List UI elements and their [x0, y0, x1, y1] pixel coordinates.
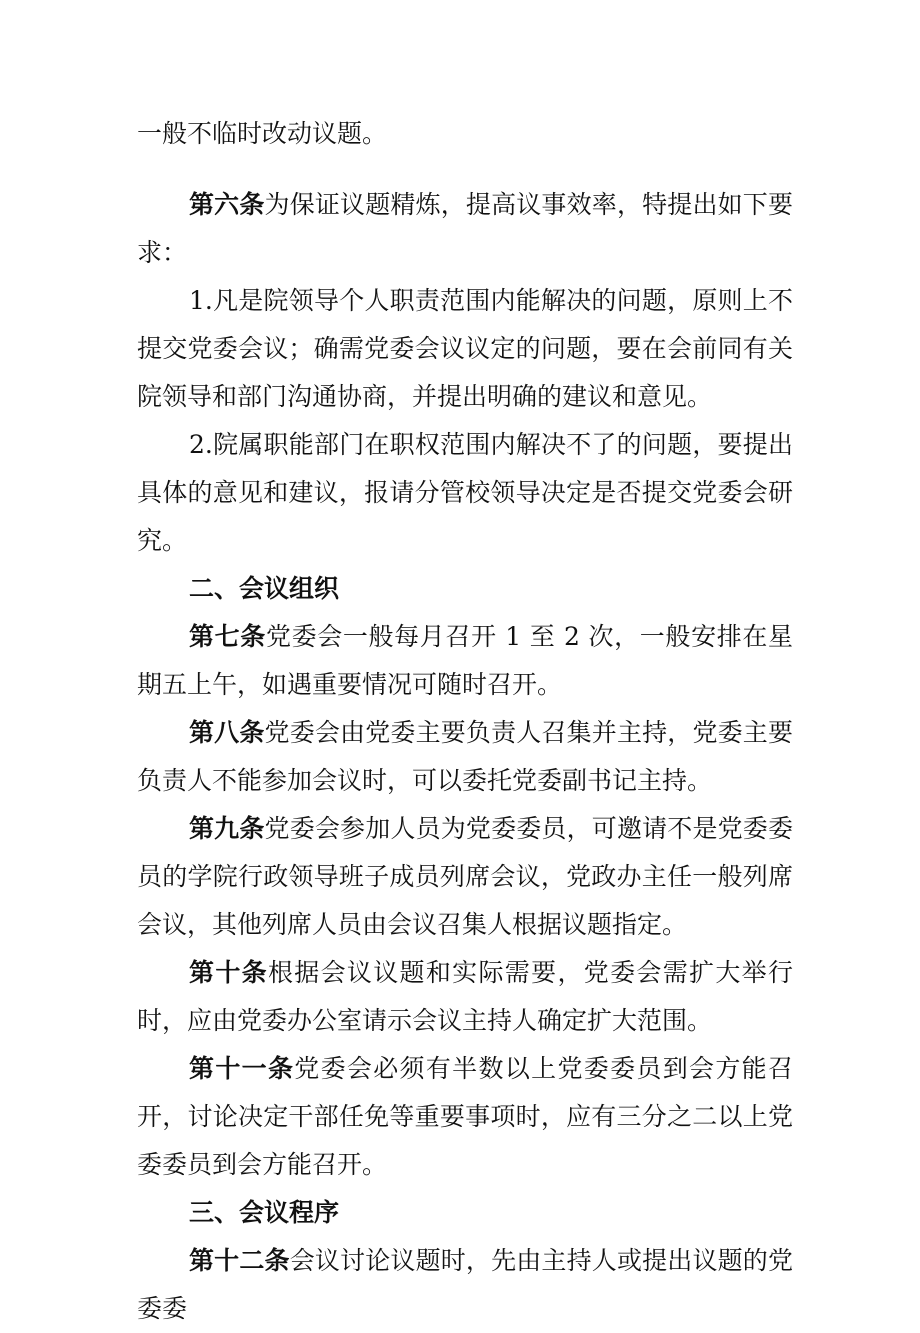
article-text: 党委会一般每月召开 1 至 2 次，一般安排在星期五上午，如遇重要情况可随时召开。 [137, 622, 793, 699]
section-heading-2 [137, 565, 793, 613]
article-number: 第八条 [189, 718, 265, 747]
article-11 [137, 1045, 793, 1189]
list-item-2 [137, 421, 793, 565]
article-text: 根据会议议题和实际需要，党委会需扩大举行时，应由党委办公室请示会议主持人确定扩大范围。 [137, 958, 793, 1035]
section-heading-text: 二、会议组织 [189, 574, 340, 603]
article-text: 党委会参加人员为党委委员，可邀请不是党委委员的学院行政领导班子成员列席会议，党政办主任一般列席会议，其他列席人员由会议召集人根据议题指定。 [137, 814, 793, 939]
section-heading-text: 三、会议程序 [189, 1198, 340, 1227]
article-text: 党委会由党委主要负责人召集并主持，党委主要负责人不能参加会议时，可以委托党委副书记主持。 [137, 718, 793, 795]
section-heading-3 [137, 1189, 793, 1237]
article-text: 会议讨论议题时，先由主持人或提出议题的党委委 [137, 1246, 793, 1323]
article-number: 第六条 [189, 190, 265, 219]
article-9 [137, 805, 793, 949]
list-item-text: 1.凡是院领导个人职责范围内能解决的问题，原则上不提交党委会议；确需党委会议议定的问题，要在会前同有关院领导和部门沟通协商，并提出明确的建议和意见。 [137, 286, 793, 411]
article-number: 第十一条 [189, 1054, 295, 1083]
article-text: 为保证议题精炼，提高议事效率，特提出如下要求： [137, 190, 793, 267]
article-text: 党委会必须有半数以上党委委员到会方能召开，讨论决定干部任免等重要事项时，应有三分之二以上党委委员到会方能召开。 [137, 1054, 793, 1179]
article-number: 第十二条 [189, 1246, 290, 1275]
document-body [137, 110, 793, 1333]
article-number: 第七条 [189, 622, 266, 651]
article-number: 第九条 [189, 814, 265, 843]
article-7 [137, 613, 793, 709]
article-number: 第十条 [189, 958, 268, 987]
article-10 [137, 949, 793, 1045]
list-item-1 [137, 277, 793, 421]
article-12 [137, 1237, 793, 1333]
article-6 [137, 181, 793, 277]
paragraph-text: 一般不临时改动议题。 [137, 119, 388, 148]
list-item-text: 2.院属职能部门在职权范围内解决不了的问题，要提出具体的意见和建议，报请分管校领导决定是否提交党委会研究。 [137, 430, 793, 555]
paragraph-continuation [137, 110, 793, 158]
article-8 [137, 709, 793, 805]
